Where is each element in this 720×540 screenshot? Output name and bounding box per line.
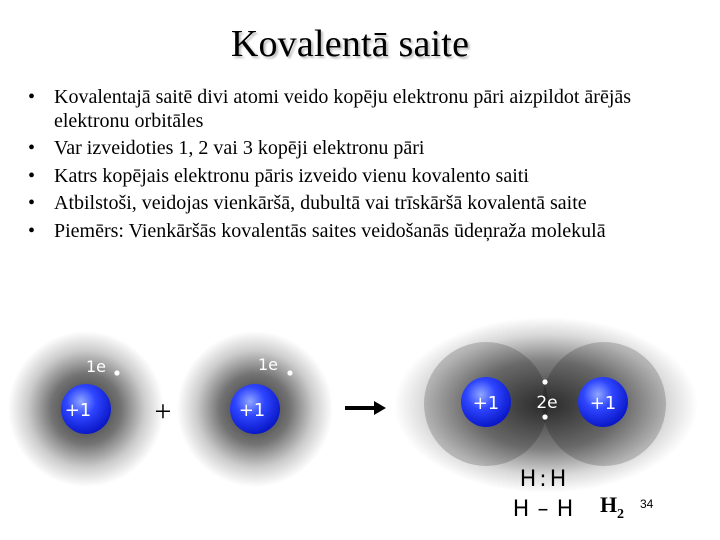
bullet-item: • Kovalentajā saitē divi atomi veido kopēju elektronu pāri aizpildot ārējās elektronu orbitāles: [28, 86, 708, 133]
formula-subscript: 2: [617, 507, 624, 522]
plus-sign: +: [154, 395, 172, 428]
electron-label: 1e: [257, 355, 279, 374]
electron-dot: [542, 379, 547, 384]
electron-dot: [114, 370, 119, 375]
bond-atom: H: [556, 497, 574, 522]
nucleus-label: +1: [472, 393, 500, 414]
electron-dot: [542, 414, 547, 419]
molecular-formula: [600, 492, 624, 522]
nucleus-label: +1: [64, 400, 92, 421]
bullet-item: • Atbilstoši, veidojas vienkāršā, dubultā vai trīskāršā kovalentā saite: [28, 192, 708, 216]
lewis-atom: H: [549, 467, 567, 492]
electron-dot: [287, 370, 292, 375]
reaction-arrow: [345, 401, 386, 415]
slide-title: Kovalentā saite: [230, 23, 470, 65]
electron-pair-symbol: :: [539, 467, 547, 492]
bullet-item: • Var izveidoties 1, 2 vai 3 kopēji elektronu pāri: [28, 137, 708, 161]
shared-pair-label: 2e: [536, 393, 558, 413]
single-bond: –: [537, 497, 549, 522]
bullet-item: • Piemērs: Vienkāršās kovalentās saites veidošanās ūdeņraža molekulā: [28, 220, 708, 244]
bond-structure: [513, 497, 574, 522]
lewis-structure: [520, 467, 567, 492]
bond-atom: H: [512, 497, 530, 522]
lewis-atom: H: [519, 467, 537, 492]
hydrogen-atom-left: [8, 331, 164, 487]
formula-element: H: [600, 492, 618, 517]
electron-label: 1e: [85, 357, 107, 376]
page-number: 34: [640, 497, 654, 511]
bullet-item: • Katrs kopējais elektronu pāris izveido vienu kovalento saiti: [28, 165, 708, 189]
hydrogen-atom-right: [177, 331, 333, 487]
nucleus-label: +1: [589, 393, 617, 414]
nucleus-label: +1: [238, 400, 266, 421]
